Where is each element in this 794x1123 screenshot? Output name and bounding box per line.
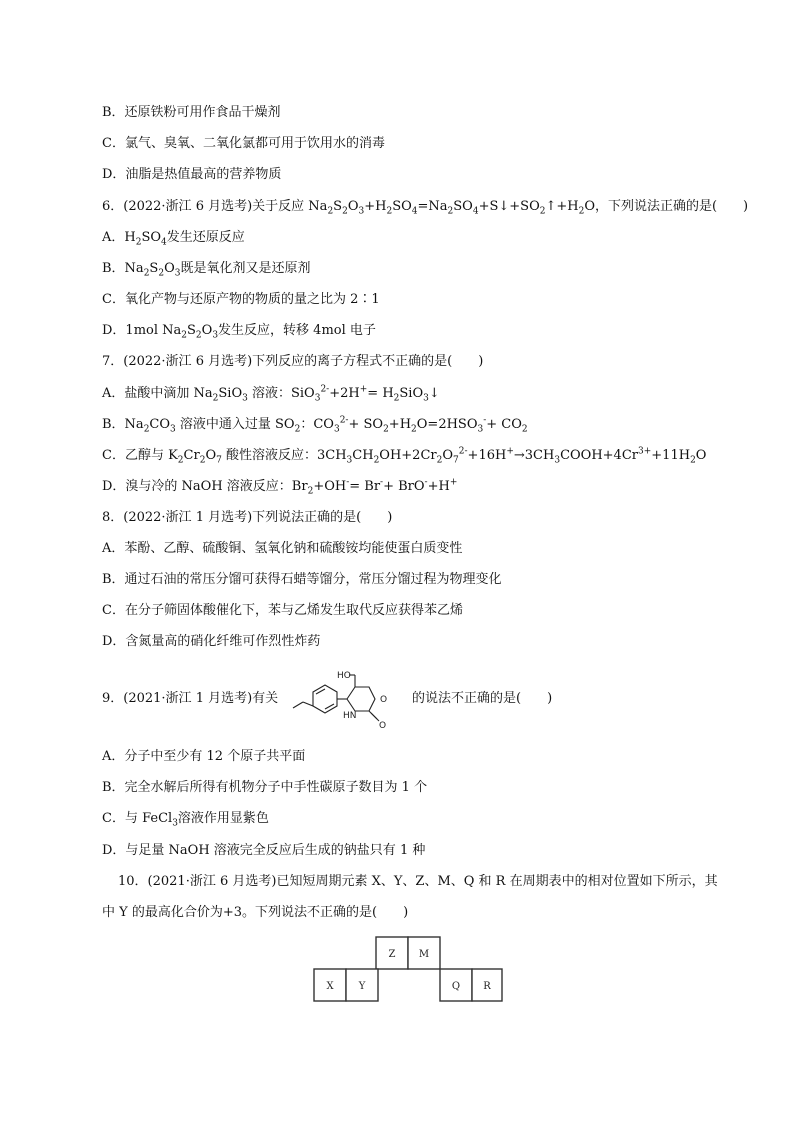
element-r: R bbox=[483, 981, 491, 992]
q8-option-d: D．含氮量高的硝化纤维可作烈性炸药 bbox=[102, 634, 321, 649]
carbonyl-oxygen-label: O bbox=[379, 721, 387, 730]
q6-option-c: C．氧化产物与还原产物的物质的量之比为 2∶1 bbox=[102, 292, 380, 307]
element-y: Y bbox=[358, 981, 366, 992]
q9-option-b: B．完全水解后所得有机物分子中手性碳原子数目为 1 个 bbox=[102, 780, 428, 795]
question-7: 7．(2022·浙江 6 月选考)下列反应的离子方程式不正确的是( ) bbox=[102, 354, 484, 369]
periodic-table-fragment bbox=[312, 935, 504, 1005]
q8-option-a: A．苯酚、乙醇、硫酸铜、氢氧化钠和硫酸铵均能使蛋白质变性 bbox=[102, 541, 463, 556]
q7-option-b: B．$Na_2CO_3$ 溶液中通入过量 $SO_2$：$CO_3^{2-}+ SO_2+H_2O=2HSO_3^-+ CO_2$ bbox=[102, 415, 528, 435]
q8-option-b: B．通过石油的常压分馏可获得石蜡等馏分，常压分馏过程为物理变化 bbox=[102, 572, 502, 587]
element-m: M bbox=[418, 949, 430, 960]
q6-option-d: D．1mol $Na_2S_2O_3$发生反应，转移 4mol 电子 bbox=[102, 323, 376, 341]
molecule-structure-image bbox=[283, 666, 408, 730]
option-c-prev: C．氯气、臭氧、二氧化氯都可用于饮用水的消毒 bbox=[102, 136, 385, 151]
q9-option-c: C．与 FeCl$_3$溶液作用显紫色 bbox=[102, 811, 269, 829]
q6-option-b: B．$Na_2S_2O_3$既是氧化剂又是还原剂 bbox=[102, 261, 311, 279]
amine-label: HN bbox=[343, 711, 357, 721]
element-z: Z bbox=[388, 949, 396, 960]
q7-option-d: D．溴与冷的 NaOH 溶液反应：$Br_2+OH^-= Br^-+ BrO^-+H^+$ bbox=[102, 477, 458, 497]
q6-option-a: A．$H_2SO_4$发生还原反应 bbox=[102, 230, 245, 248]
question-10-line1: 10．(2021·浙江 6 月选考)已知短周期元素 X、Y、Z、M、Q 和 R 在周期表中的相对位置如下所示，其 bbox=[118, 874, 718, 889]
q7-option-a: A．盐酸中滴加 $Na_2SiO_3$ 溶液：$SiO_3^{2-}+2H^+= H_2SiO_3↓$ bbox=[102, 384, 440, 404]
question-6: 6．(2022·浙江 6 月选考)关于反应 $Na_2S_2O_3+H_2SO_4=Na_2SO_4+S↓+SO_2↑+H_2O$，下列说法正确的是( ) bbox=[102, 199, 749, 217]
question-10-line2: 中 Y 的最高化合价为+3。下列说法不正确的是( ) bbox=[102, 905, 409, 920]
option-d-prev: D．油脂是热值最高的营养物质 bbox=[102, 167, 282, 182]
question-9: 9．(2021·浙江 1 月选考)有关 bbox=[102, 691, 279, 706]
question-9-tail: 的说法不正确的是( ) bbox=[412, 691, 553, 706]
option-b-prev: B．还原铁粉可用作食品干燥剂 bbox=[102, 105, 281, 120]
q9-option-a: A．分子中至少有 12 个原子共平面 bbox=[102, 749, 306, 764]
q9-option-d: D．与足量 NaOH 溶液完全反应后生成的钠盐只有 1 种 bbox=[102, 843, 426, 858]
ring-oxygen-label: O bbox=[380, 695, 388, 705]
element-q: Q bbox=[451, 981, 461, 992]
q8-option-c: C．在分子筛固体酸催化下，苯与乙烯发生取代反应获得苯乙烯 bbox=[102, 603, 463, 618]
hydroxyl-label: HO bbox=[337, 671, 351, 681]
q7-option-c: C．乙醇与 $K_2Cr_2O_7$ 酸性溶液反应：$3CH_3CH_2OH+2Cr_2O_7^{2-}+16H^+\to 3CH_3COOH+4Cr^{3+}+11H_2O$ bbox=[102, 446, 707, 466]
element-x: X bbox=[326, 981, 334, 992]
question-8: 8．(2022·浙江 1 月选考)下列说法正确的是( ) bbox=[102, 510, 393, 525]
